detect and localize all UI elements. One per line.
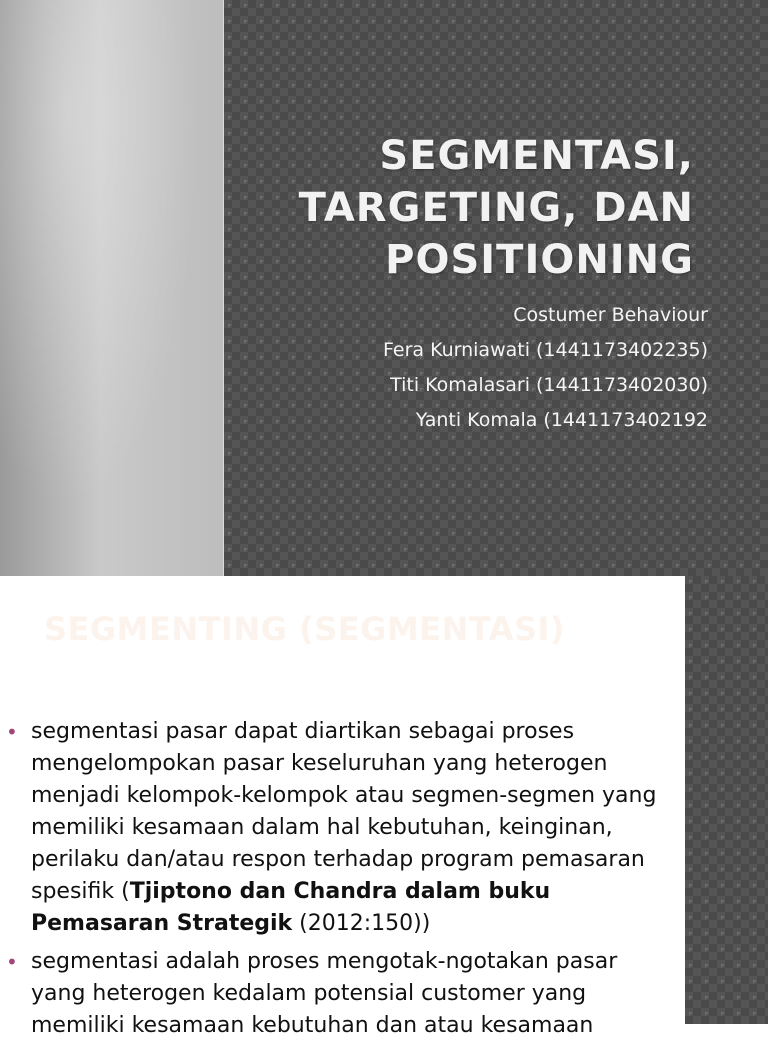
gradient-panel <box>0 0 224 576</box>
slide-heading: SEGMENTING (SEGMENTASI) <box>44 610 566 648</box>
author-1: Fera Kurniawati (1441173402235) <box>383 339 708 361</box>
bullet-text-after: (2012:150)) <box>292 911 431 936</box>
title-line-3: POSITIONING <box>385 237 694 283</box>
author-3: Yanti Komala (1441173402192 <box>415 409 708 431</box>
slide-subtitle <box>238 298 708 438</box>
content-slide <box>0 576 768 1038</box>
title-line-1: SEGMENTASI, <box>379 133 694 179</box>
list-item <box>6 716 676 940</box>
bullet-citation: Tjiptono dan Chandra dalam buku Pemasaran Strategik <box>31 879 551 936</box>
bullet-list <box>6 716 676 1048</box>
bullet-icon: • <box>6 950 18 974</box>
author-2: Titi Komalasari (1441173402030) <box>390 374 708 396</box>
pattern-strip <box>685 576 768 1024</box>
bullet-text: segmentasi adalah proses mengotak-ngotakan pasar yang heterogen kedalam potensial customer yang memiliki kesamaan kebutuhan dan atau kesamaan <box>31 949 618 1038</box>
slide-title <box>224 130 694 286</box>
bullet-text: segmentasi pasar dapat diartikan sebagai proses mengelompokan pasar keseluruhan yang heterogen menjadi kelompok-kelompok atau segmen-segmen yang memiliki kesamaan dalam hal kebutuhan, keinginan, perilaku dan/atau respon terhadap program pemasaran spesifik ( <box>31 719 657 904</box>
list-item <box>6 946 676 1042</box>
title-line-2: TARGETING, DAN <box>298 185 694 231</box>
bullet-icon: • <box>6 720 18 744</box>
course-name: Costumer Behaviour <box>513 304 708 326</box>
